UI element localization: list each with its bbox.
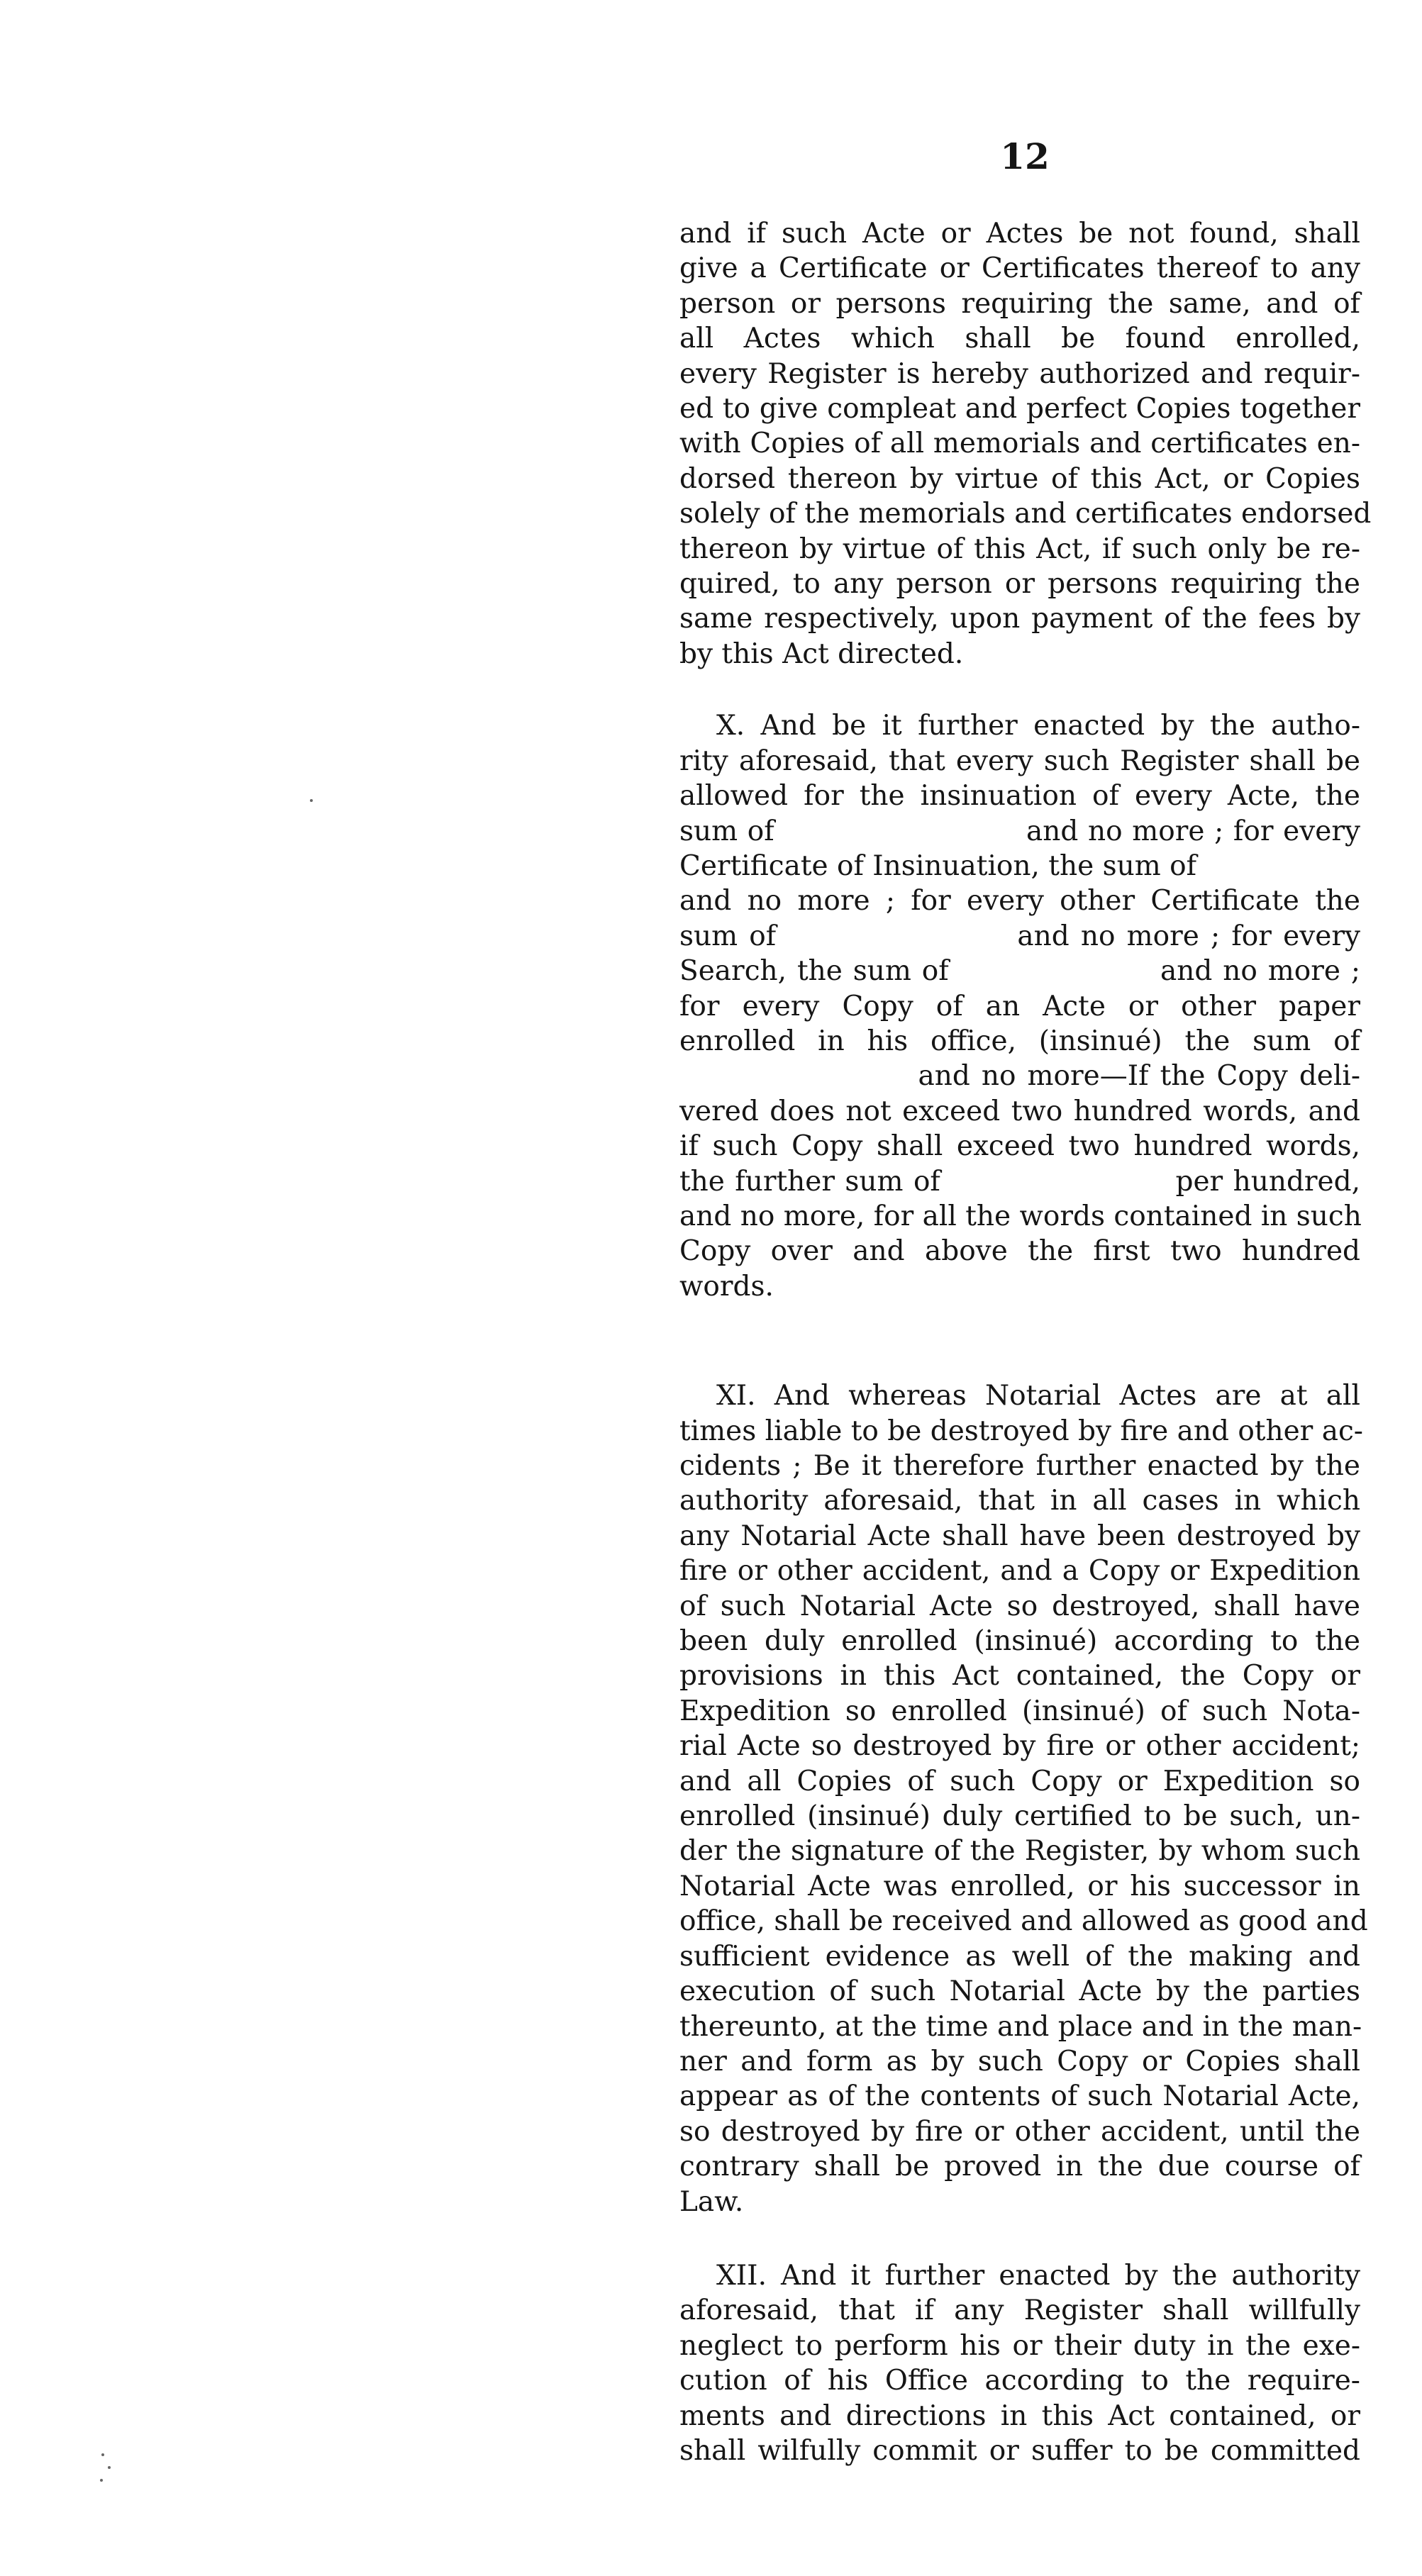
text-line: Expedition so enrolled (insinué) of such Nota- — [679, 1695, 1360, 1727]
text-line: shall wilfully commit or suffer to be committed — [679, 2434, 1360, 2467]
text-line: der the signature of the Register, by whom such — [679, 1835, 1360, 1868]
text-line: ner and form as by such Copy or Copies shall — [679, 2045, 1360, 2078]
text-line: provisions in this Act contained, the Copy or — [679, 1660, 1360, 1693]
paper-speck — [108, 2466, 111, 2469]
text-line: any Notarial Acte shall have been destroyed by — [679, 1520, 1360, 1552]
paragraph-2 — [679, 708, 1360, 1304]
text-line: enrolled in his office, (insinué) the sum of — [679, 1025, 1360, 1057]
text-line: X. And be it further enacted by the autho- — [716, 710, 1360, 742]
text-line: and all Copies of such Copy or Expedition so — [679, 1765, 1360, 1797]
text-line: thereon by virtue of this Act, if such only be re- — [679, 533, 1360, 565]
text-line: Law. — [679, 2185, 744, 2218]
text-line: words. — [679, 1270, 774, 1303]
text-line: contrary shall be proved in the due course of — [679, 2151, 1360, 2183]
text-line: sum of and no more ; for every — [679, 815, 1360, 847]
text-line: thereunto, at the time and place and in the man- — [679, 2010, 1362, 2043]
text-line: XII. And it further enacted by the authority — [716, 2259, 1360, 2292]
text-line: cution of his Office according to the require- — [679, 2365, 1360, 2397]
text-line: ed to give compleat and perfect Copies together — [679, 393, 1360, 425]
text-line: with Copies of all memorials and certificates en- — [679, 428, 1360, 460]
text-line: and no more—If the Copy deli- — [679, 1060, 1360, 1093]
paper-speck — [101, 2453, 104, 2456]
text-line: Search, the sum of and no more ; — [679, 955, 1360, 988]
paragraph-4 — [679, 2258, 1360, 2468]
text-line: XI. And whereas Notarial Actes are at all — [716, 1380, 1360, 1412]
text-line: sum of and no more ; for every — [679, 920, 1360, 952]
page-number: 12 — [1000, 135, 1050, 177]
text-line: and if such Acte or Actes be not found, shall — [679, 218, 1360, 250]
text-line: all Actes which shall be found enrolled, — [679, 323, 1360, 355]
text-line: solely of the memorials and certificates endorsed — [679, 498, 1372, 530]
text-line: and no more, for all the words contained in such — [679, 1200, 1362, 1232]
text-line: and no more ; for every other Certificate the — [679, 885, 1360, 918]
text-line: allowed for the insinuation of every Acte, the — [679, 780, 1360, 813]
text-line: give a Certificate or Certificates thereof to any — [679, 252, 1360, 285]
text-line: so destroyed by fire or other accident, until the — [679, 2115, 1360, 2148]
paper-speck — [310, 799, 313, 802]
text-column — [679, 216, 1372, 2468]
text-line: rial Acte so destroyed by fire or other accident; — [679, 1730, 1360, 1763]
text-line: same respectively, upon payment of the fees by — [679, 603, 1360, 635]
text-line: Certificate of Insinuation, the sum of — [679, 849, 1197, 882]
text-line: every Register is hereby authorized and requir- — [679, 357, 1360, 390]
text-line: sufficient evidence as well of the making and — [679, 1940, 1360, 1973]
text-line: authority aforesaid, that in all cases in which — [679, 1485, 1360, 1517]
paper-speck — [100, 2479, 103, 2482]
text-line: Notarial Acte was enrolled, or his successor in — [679, 1870, 1360, 1902]
text-line: of such Notarial Acte so destroyed, shall have — [679, 1590, 1360, 1622]
text-line: rity aforesaid, that every such Register shall be — [679, 745, 1360, 777]
text-line: office, shall be received and allowed as good and — [679, 1905, 1368, 1938]
text-line: ments and directions in this Act contained, or — [679, 2399, 1360, 2432]
text-line: quired, to any person or persons requiring the — [679, 568, 1360, 601]
text-line: fire or other accident, and a Copy or Expedition — [679, 1555, 1360, 1588]
text-line: enrolled (insinué) duly certified to be such, un- — [679, 1800, 1360, 1833]
text-line: the further sum of per hundred, — [679, 1165, 1360, 1198]
text-line: appear as of the contents of such Notarial Acte, — [679, 2080, 1360, 2113]
text-line: vered does not exceed two hundred words, and — [679, 1095, 1360, 1127]
text-line: aforesaid, that if any Register shall willfully — [679, 2295, 1360, 2327]
text-line: if such Copy shall exceed two hundred words, — [679, 1130, 1360, 1163]
text-line: by this Act directed. — [679, 637, 964, 670]
text-line: person or persons requiring the same, and of — [679, 287, 1360, 320]
paragraph-3 — [679, 1378, 1368, 2219]
text-line: for every Copy of an Acte or other paper — [679, 990, 1360, 1022]
text-line: execution of such Notarial Acte by the parties — [679, 1975, 1360, 2008]
text-line: neglect to perform his or their duty in the exe- — [679, 2329, 1360, 2362]
text-line: dorsed thereon by virtue of this Act, or Copies — [679, 462, 1360, 495]
text-line: Copy over and above the first two hundred — [679, 1235, 1360, 1268]
text-line: cidents ; Be it therefore further enacted by the — [679, 1450, 1360, 1482]
text-line: been duly enrolled (insinué) according to the — [679, 1625, 1360, 1658]
text-line: times liable to be destroyed by fire and other ac- — [679, 1415, 1363, 1447]
paragraph-1 — [679, 216, 1372, 671]
